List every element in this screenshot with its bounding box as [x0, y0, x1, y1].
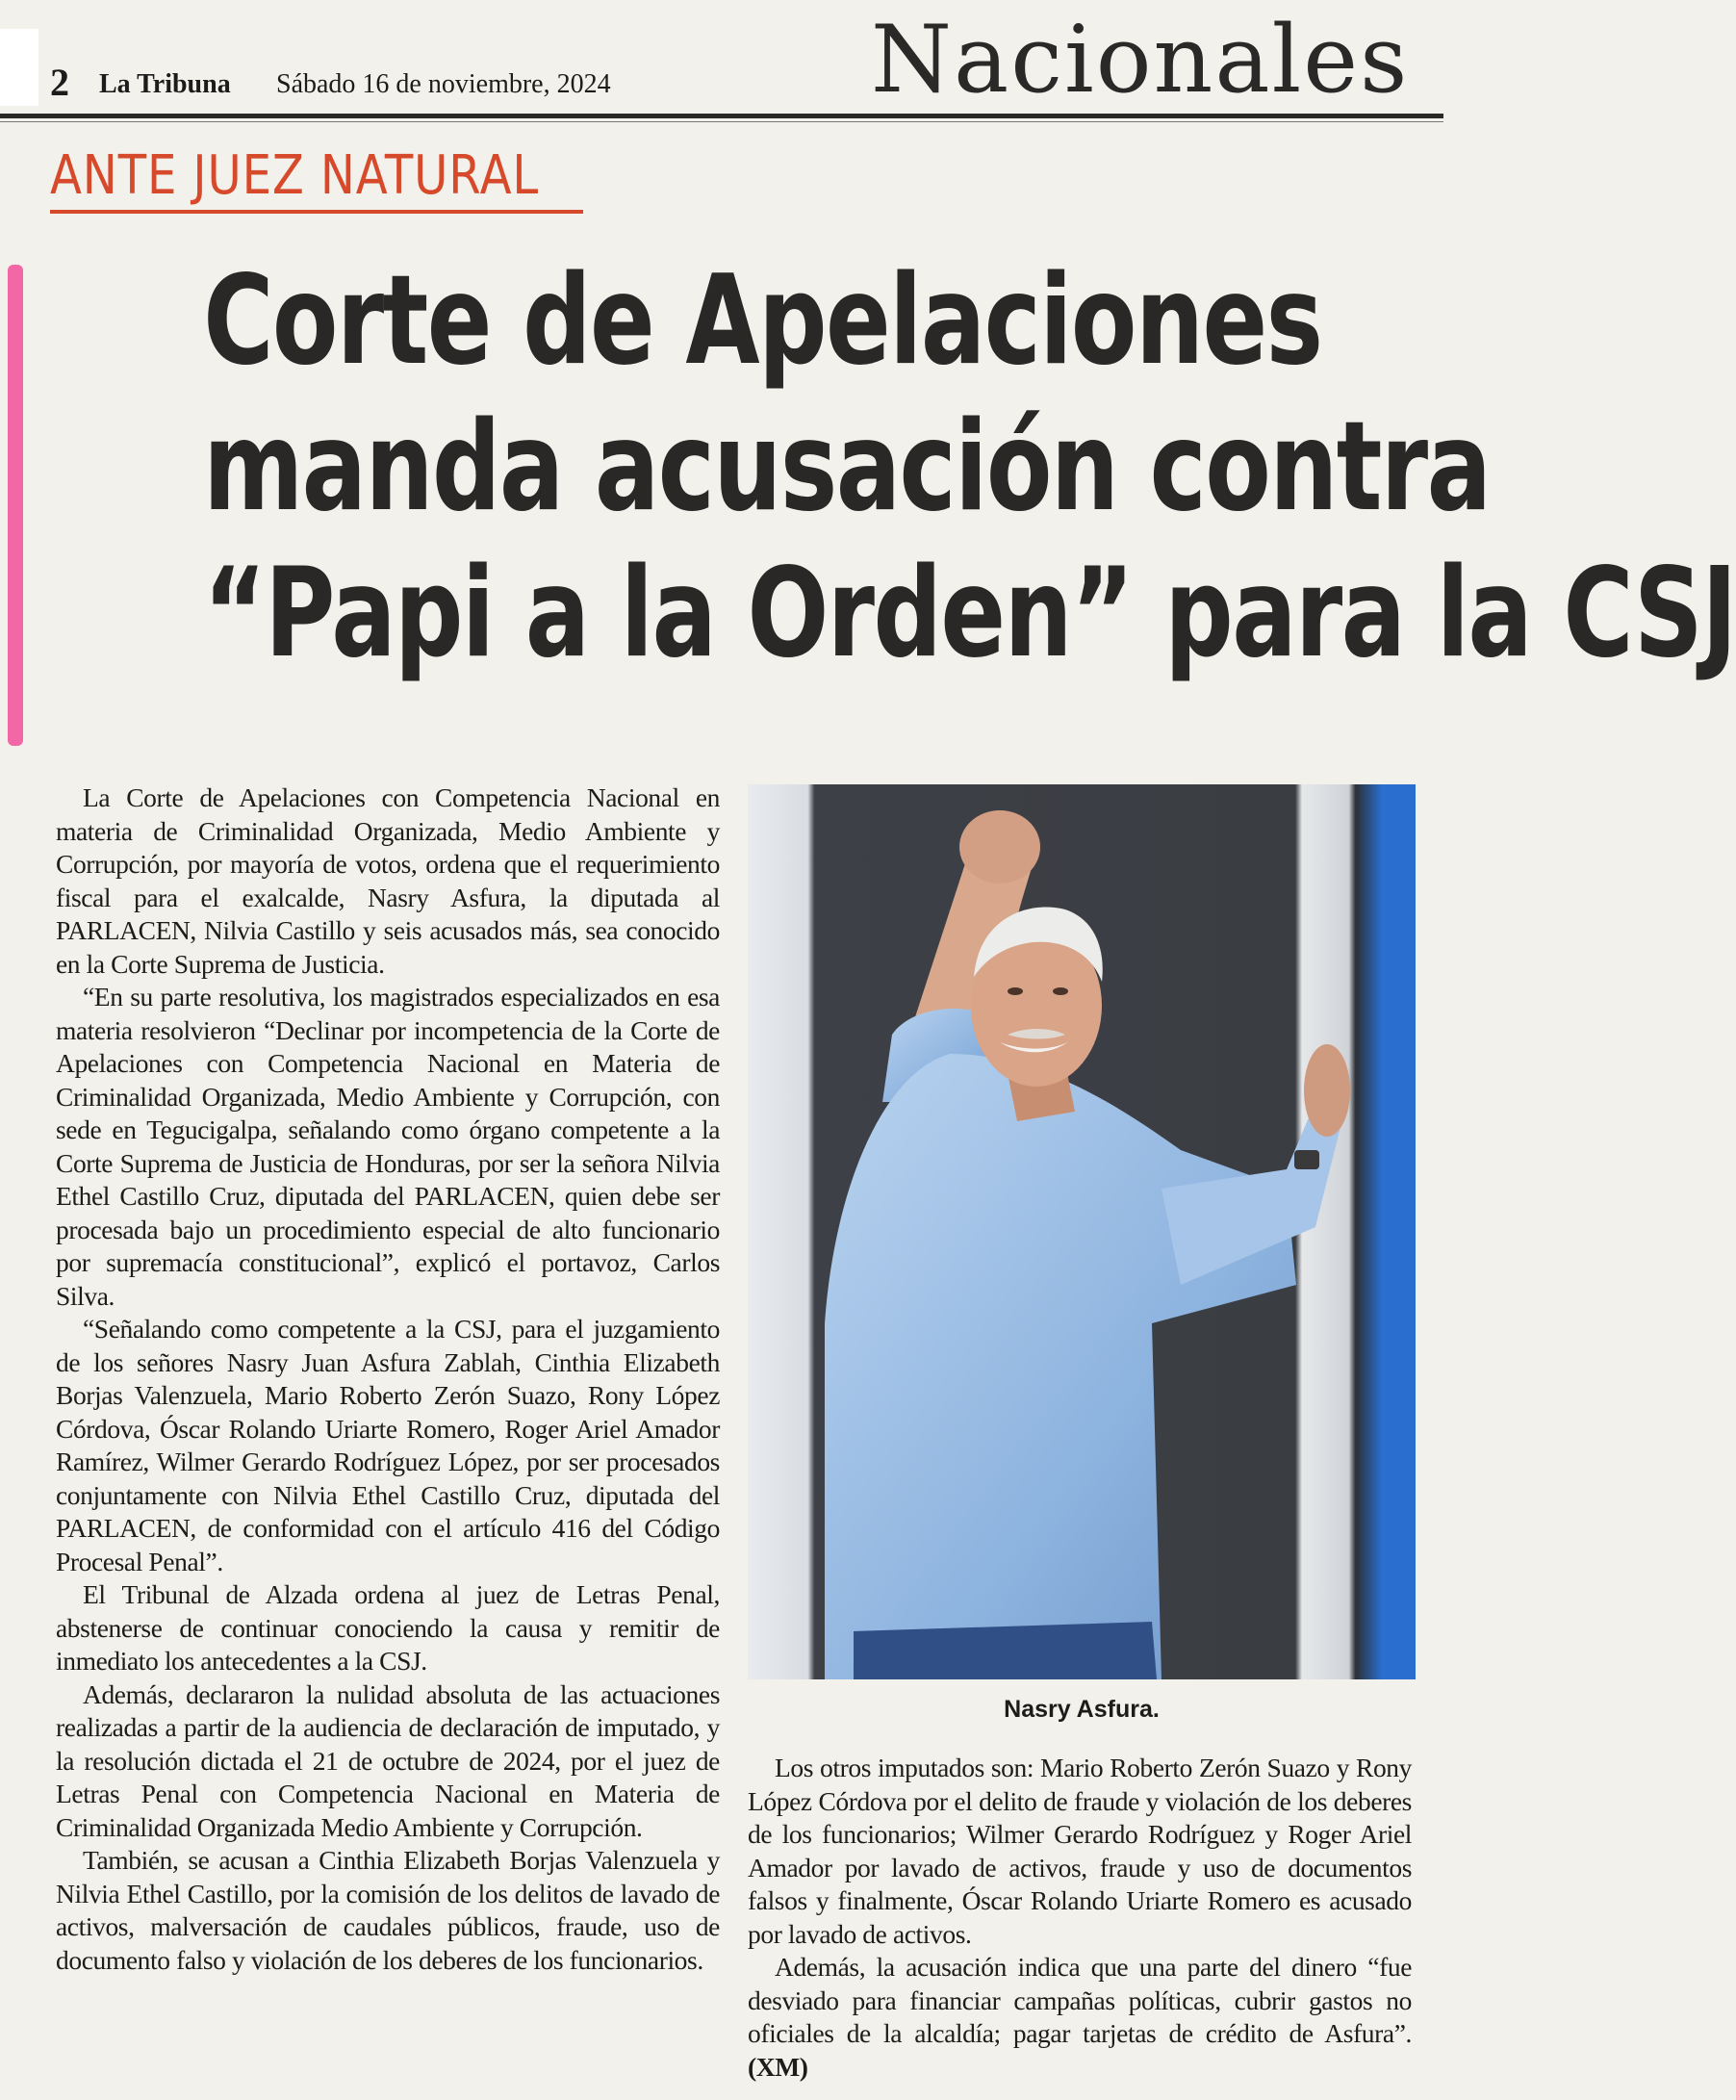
highlighter-mark — [8, 265, 23, 746]
article-paragraph: La Corte de Apelaciones con Competencia Nacional en materia de Criminalidad Organizada, Medio Ambiente y Corrupción, por mayoría de votos, ordena que el requerimiento fiscal para el exalcalde, Nasry Asfura, la diputada al PARLACEN, Nilvia Castillo y seis acusados más, sea conocido en la Corte Suprema de Justicia. — [56, 782, 720, 979]
article-column-left — [56, 781, 720, 1977]
photo-illustration — [748, 784, 1416, 1679]
photo-caption: Nasry Asfura. — [1004, 1696, 1160, 1723]
header-rule — [0, 114, 1443, 118]
article-paragraph: También, se acusan a Cinthia Elizabeth Borjas Valenzuela y Nilvia Ethel Castillo, por la comisión de los delitos de lavado de activos, malversación de caudales públicos, fraude, uso de documento falso y violación de los deberes de los funcionarios. — [56, 1845, 720, 1975]
article-photo — [748, 784, 1416, 1679]
kicker: ANTE JUEZ NATURAL — [50, 144, 540, 207]
article-paragraph: Además, declararon la nulidad absoluta de las actuaciones realizadas a partir de la audiencia de declaración de imputado, y la resolución dictada el 21 de octubre de 2024, por el juez de Letras Penal con Competencia Nacional en Materia de Criminalidad Organizada Medio Ambiente y Corrupción. — [56, 1678, 720, 1842]
publication-date: Sábado 16 de noviembre, 2024 — [276, 69, 611, 99]
article-paragraph-text: Además, la acusación indica que una parte del dinero “fue desviado para financiar campañas políticas, cubrir gastos no oficiales de la alcaldía; pagar tarjetas de crédito de Asfura”. — [748, 1952, 1412, 2048]
header-rule-thin — [0, 121, 1443, 122]
article-paragraph: Los otros imputados son: Mario Roberto Zerón Suazo y Rony López Córdova por el delito de fraude y violación de los deberes de los funcionarios; Wilmer Gerardo Rodríguez y Roger Ariel Amador por lavado de activos, fraude y uso de documentos falsos y finalmente, Óscar Rolando Uriarte Romero es acusado por lavado de activos. — [748, 1753, 1412, 1949]
article-paragraph: “En su parte resolutiva, los magistrados especializados en esa materia resolvieron “Declinar por incompetencia de la Corte de Apelaciones con Competencia Nacional en Materia de Criminalidad Organizada, Medio Ambiente y Corrupción, con sede en Tegucigalpa, señalando como órgano competente a la Corte Suprema de Justicia de Honduras, por ser la señora Nilvia Ethel Castillo Cruz, diputada del PARLACEN, quien debe ser procesada bajo un procedimiento especial de alto funcionario por supremacía constitucional”, explicó el portavoz, Carlos Silva. — [56, 982, 720, 1311]
page-corner — [0, 29, 38, 106]
newspaper-name: La Tribuna — [99, 69, 231, 99]
kicker-underline — [50, 210, 583, 214]
article-paragraph — [748, 1951, 1412, 2084]
article-column-right — [748, 1752, 1412, 2084]
section-title: Nacionales — [871, 6, 1410, 114]
article-paragraph: El Tribunal de Alzada ordena al juez de Letras Penal, abstenerse de continuar conociendo la causa y remitir de inmediato los antecedentes a la CSJ. — [56, 1579, 720, 1676]
headline-line: Corte de Apelaciones — [203, 249, 1322, 393]
headline — [53, 248, 1736, 687]
article-paragraph: “Señalando como competente a la CSJ, para el juzgamiento de los señores Nasry Juan Asfura Zablah, Cinthia Elizabeth Borjas Valenzuela, Mario Roberto Zerón Suazo, Rony López Córdova, Óscar Rolando Uriarte Romero, Roger Ariel Amador Ramírez, Wilmer Gerardo Rodríguez López, por ser procesados conjuntamente con Nilvia Ethel Castillo Cruz, diputada del PARLACEN, de conformidad con el artículo 416 del Código Procesal Penal”. — [56, 1314, 720, 1576]
headline-line: “Papi a la Orden” para la CSJ — [203, 542, 1736, 685]
author-signature: (XM) — [748, 2051, 808, 2082]
page-number: 2 — [50, 61, 69, 104]
headline-line: manda acusación contra — [203, 396, 1491, 539]
